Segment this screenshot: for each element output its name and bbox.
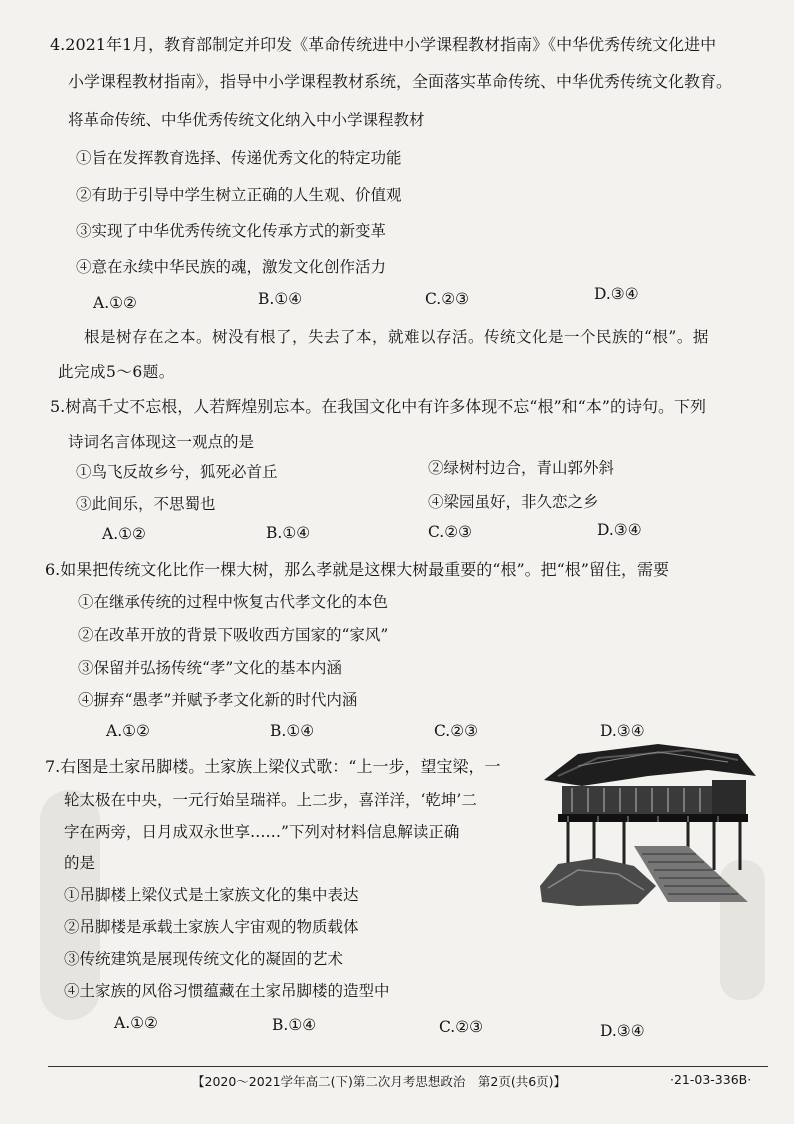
q5-statement-1: ①鸟飞反故乡兮，狐死必首丘 [76, 463, 278, 481]
q6-statement-2: ②在改革开放的背景下吸收西方国家的“家风” [78, 626, 389, 644]
q7-option-b[interactable]: B.①④ [272, 1016, 317, 1034]
q6-option-a[interactable]: A.①② [106, 722, 150, 740]
q4-option-d[interactable]: D.③④ [594, 285, 639, 303]
q6-stem-line-1: 6.如果把传统文化比作一棵大树，那么孝就是这棵大树最重要的“根”。把“根”留住，需要 [45, 560, 669, 579]
q4-stem-line-2: 小学课程教材指南》，指导中小学课程教材系统，全面落实革命传统、中华优秀传统文化教育。 [68, 72, 733, 91]
q5-statement-2: ②绿树村边合，青山郭外斜 [428, 459, 615, 477]
q6-statement-3: ③保留并弘扬传统“孝”文化的基本内涵 [78, 659, 342, 677]
q6-statement-4: ④摒弃“愚孝”并赋予孝文化新的时代内涵 [78, 691, 358, 709]
q7-stem-line-4: 的是 [64, 854, 96, 872]
q5-statement-3: ③此间乐，不思蜀也 [76, 495, 216, 513]
q7-statement-2: ②吊脚楼是承载土家族人宇宙观的物质载体 [64, 918, 359, 936]
q6-statement-1: ①在继承传统的过程中恢复古代孝文化的本色 [78, 593, 389, 611]
q6-option-c[interactable]: C.②③ [434, 722, 479, 740]
footer-divider [48, 1066, 768, 1067]
q4-option-b[interactable]: B.①④ [258, 290, 303, 308]
stilted-building-image [538, 736, 760, 906]
q4-stem-line-3: 将革命传统、中华优秀传统文化纳入中小学课程教材 [68, 111, 425, 129]
passage-line-2: 此完成5～6题。 [58, 363, 175, 381]
q7-stem-line-3: 字在两旁，日月成双永世享……”下列对材料信息解读正确 [64, 823, 460, 841]
footer-title: 【2020～2021学年高二(下)第二次月考思想政治 第2页(共6页)】 [192, 1074, 567, 1089]
footer-code: ·21-03-336B· [670, 1072, 752, 1087]
q4-statement-2: ②有助于引导中学生树立正确的人生观、价值观 [76, 186, 402, 204]
q6-option-b[interactable]: B.①④ [270, 722, 315, 740]
q4-statement-1: ①旨在发挥教育选择、传递优秀文化的特定功能 [76, 149, 402, 167]
q5-option-d[interactable]: D.③④ [597, 521, 642, 539]
q5-option-a[interactable]: A.①② [102, 525, 146, 543]
q5-stem-line-1: 5.树高千丈不忘根，人若辉煌别忘本。在我国文化中有许多体现不忘“根”和“本”的诗句。下列 [50, 397, 706, 416]
q5-statement-4: ④梁园虽好，非久恋之乡 [428, 493, 599, 511]
q7-stem-line-2: 轮太极在中央，一元行始呈瑞祥。上二步，喜洋洋，‘乾坤’二 [64, 791, 477, 809]
q6-option-d[interactable]: D.③④ [600, 722, 645, 740]
q7-option-a[interactable]: A.①② [114, 1014, 158, 1032]
passage-line-1: 根是树存在之本。树没有根了，失去了本，就难以存活。传统文化是一个民族的“根”。据 [84, 328, 709, 346]
q7-statement-3: ③传统建筑是展现传统文化的凝固的艺术 [64, 950, 344, 968]
q5-option-c[interactable]: C.②③ [428, 523, 473, 541]
q4-statement-3: ③实现了中华优秀传统文化传承方式的新变革 [76, 222, 387, 240]
q4-statement-4: ④意在永续中华民族的魂，激发文化创作活力 [76, 258, 387, 276]
q7-stem-line-1: 7.右图是土家吊脚楼。土家族上梁仪式歌：“上一步，望宝梁，一 [45, 757, 501, 776]
q4-option-a[interactable]: A.①② [93, 294, 137, 312]
q4-stem-line-1: 4.2021年1月，教育部制定并印发《革命传统进中小学课程教材指南》《中华优秀传统文化进中 [50, 35, 717, 54]
q7-option-d[interactable]: D.③④ [600, 1022, 645, 1040]
q5-stem-line-2: 诗词名言体现这一观点的是 [68, 433, 255, 451]
q4-option-c[interactable]: C.②③ [425, 290, 470, 308]
q7-statement-4: ④土家族的风俗习惯蕴藏在土家吊脚楼的造型中 [64, 982, 390, 1000]
q7-statement-1: ①吊脚楼上梁仪式是土家族文化的集中表达 [64, 886, 359, 904]
q5-option-b[interactable]: B.①④ [266, 524, 311, 542]
q7-option-c[interactable]: C.②③ [439, 1018, 484, 1036]
